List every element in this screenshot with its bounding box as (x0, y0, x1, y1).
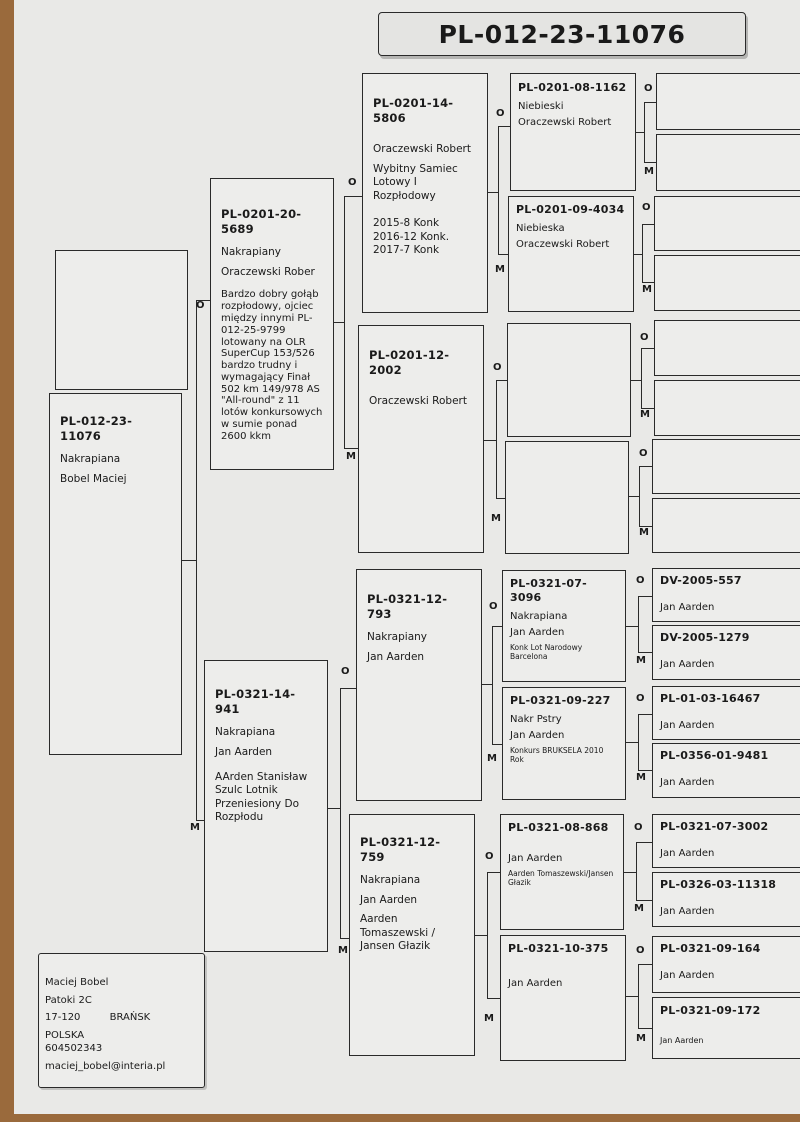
pigeon-owner: Bobel Maciej (60, 472, 127, 485)
connector (487, 872, 488, 998)
mm-breeder: Jan Aarden (360, 893, 418, 906)
g5-5-breeder: Jan Aarden (660, 848, 715, 860)
sire-marker: O (640, 332, 649, 343)
connector (641, 348, 642, 408)
mm-ring: PL-0321-12-759 (360, 835, 441, 864)
fm-ring: PL-0201-12-2002 (369, 348, 450, 377)
connector (638, 964, 652, 965)
sire-marker: O (636, 575, 645, 586)
g5-box-7 (652, 936, 800, 993)
connector (638, 596, 639, 652)
mother-color: Nakrapiana (215, 726, 276, 739)
connector (492, 626, 502, 627)
mf-breeder: Jan Aarden (367, 650, 425, 663)
owner-city-line (45, 1011, 198, 1025)
sire-marker: O (196, 300, 205, 311)
g5-empty-7 (652, 439, 800, 494)
dam-marker: M (636, 772, 646, 783)
mff-color: Nakrapiana (510, 611, 568, 623)
mm-notes: Aarden Tomaszewski / Jansen Głazik (360, 913, 436, 953)
connector (624, 872, 636, 873)
g4-box-6 (502, 687, 626, 800)
connector (196, 300, 197, 820)
g4-box-7 (500, 814, 624, 930)
dam-marker: M (634, 903, 644, 914)
ffm-color: Niebieska (516, 223, 565, 235)
mfm-notes: Konkurs BRUKSELA 2010 Rok (510, 745, 604, 765)
owner-phone: 604502343 (45, 1043, 103, 1054)
connector (642, 224, 654, 225)
g5-empty-5 (654, 320, 800, 376)
g5-7-ring: PL-0321-09-164 (660, 942, 761, 955)
owner-postal: 17-120 (45, 1012, 81, 1023)
g5-empty-4 (654, 255, 800, 311)
mff-notes: Konk Lot Narodowy Barcelona (510, 642, 583, 662)
sire-marker: O (489, 601, 498, 612)
g5-box-1 (652, 568, 800, 622)
granddam-maternal-box (349, 814, 475, 1056)
connector (196, 820, 204, 821)
ffm-ring: PL-0201-09-4034 (516, 203, 625, 216)
g4-box-8 (500, 935, 626, 1061)
g4-box-5 (502, 570, 626, 682)
connector (642, 282, 654, 283)
sire-marker: O (644, 83, 653, 94)
g5-empty-1 (656, 73, 800, 130)
mmm-ring: PL-0321-10-375 (508, 942, 609, 955)
dam-marker: M (338, 945, 348, 956)
ff-desc: Wybitny Samiec Lotowy I Rozpłodowy (373, 162, 458, 202)
sire-marker: O (634, 822, 643, 833)
g5-empty-6 (654, 380, 800, 436)
dam-marker: M (487, 753, 497, 764)
father-notes: Bardzo dobry gołąb rozpłodowy, ojciec między innymi PL-012-25-9799 lotowany na OLR SuperCup 153/526 bardzo trudny i wymagający Finał 502 km 149/978 AS "All-round" z 11 lotów konkursowych w sumie ponad 2600 kkm (221, 289, 323, 442)
g5-6-breeder: Jan Aarden (660, 906, 715, 918)
pigeon-color: Nakrapiana (60, 453, 121, 466)
connector (636, 842, 652, 843)
mfm-color: Nakr Pstry (510, 714, 562, 726)
connector (475, 935, 487, 936)
ff-result-2: 2016-12 Konk. (373, 230, 450, 243)
connector (636, 842, 637, 900)
connector (498, 126, 499, 254)
connector (638, 770, 652, 771)
fff-breeder: Oraczewski Robert (518, 116, 612, 128)
mother-box (204, 660, 328, 952)
dam-marker: M (491, 513, 501, 524)
connector (644, 162, 656, 163)
connector (487, 998, 500, 999)
sire-marker: O (348, 177, 357, 188)
g5-4-breeder: Jan Aarden (660, 777, 715, 789)
connector (496, 380, 497, 498)
ff-result-3: 2017-7 Konk (373, 244, 440, 257)
connector (344, 196, 362, 197)
mmm-breeder: Jan Aarden (508, 978, 563, 990)
g5-box-5 (652, 814, 800, 868)
g4-box-4-empty (505, 441, 629, 554)
g5-empty-3 (654, 196, 800, 251)
connector (626, 742, 638, 743)
owner-street: Patoki 2C (45, 994, 92, 1006)
connector (340, 688, 356, 689)
connector (631, 380, 641, 381)
mff-ring: PL-0321-07-3096 (510, 577, 587, 605)
dam-marker: M (642, 284, 652, 295)
connector (641, 348, 654, 349)
dam-marker: M (346, 451, 356, 462)
dam-marker: M (636, 1033, 646, 1044)
sire-marker: O (341, 666, 350, 677)
grandsire-paternal-box (362, 73, 488, 313)
g5-6-ring: PL-0326-03-11318 (660, 878, 777, 891)
connector (496, 498, 505, 499)
owner-name: Maciej Bobel (45, 977, 109, 988)
fff-color: Niebieski (518, 101, 564, 113)
fm-breeder: Oraczewski Robert (369, 395, 467, 408)
sire-marker: O (642, 202, 651, 213)
connector (482, 684, 492, 685)
mother-breeder: Jan Aarden (215, 745, 273, 758)
sire-marker: O (639, 448, 648, 459)
father-breeder: Oraczewski Rober (221, 265, 315, 278)
g5-3-ring: PL-01-03-16467 (660, 692, 761, 705)
g4-box-2 (508, 196, 634, 312)
connector (334, 322, 344, 323)
pigeon-box (49, 393, 182, 755)
connector (626, 626, 638, 627)
g5-empty-2 (656, 134, 800, 191)
ff-ring: PL-0201-14-5806 (373, 96, 454, 125)
connector (492, 744, 502, 745)
sire-marker: O (485, 851, 494, 862)
g5-7-breeder: Jan Aarden (660, 970, 715, 982)
connector (182, 560, 196, 561)
mother-ring: PL-0321-14-941 (215, 687, 296, 716)
connector (487, 872, 500, 873)
title-ring-number: PL-012-23-11076 (378, 12, 746, 56)
g5-box-3 (652, 686, 800, 740)
sire-marker: O (496, 108, 505, 119)
pigeon-ring: PL-012-23-11076 (60, 414, 133, 443)
connector (639, 466, 640, 526)
dam-marker: M (639, 527, 649, 538)
connector (629, 496, 639, 497)
ffm-breeder: Oraczewski Robert (516, 238, 610, 250)
connector (638, 964, 639, 1028)
owner-city: BRAŃSK (109, 1012, 151, 1023)
ff-breeder: Oraczewski Robert (373, 143, 471, 156)
connector (636, 132, 644, 133)
g5-box-8 (652, 997, 800, 1059)
g5-3-breeder: Jan Aarden (660, 720, 715, 732)
pedigree-sheet (14, 0, 800, 1114)
connector (638, 714, 639, 770)
connector (340, 938, 349, 939)
dam-marker: M (636, 655, 646, 666)
mmf-ring: PL-0321-08-868 (508, 821, 609, 834)
connector (340, 688, 341, 938)
mm-color: Nakrapiana (360, 874, 421, 887)
g5-4-ring: PL-0356-01-9481 (660, 749, 769, 762)
connector (634, 254, 642, 255)
connector (638, 1028, 652, 1029)
dam-marker: M (484, 1013, 494, 1024)
fff-ring: PL-0201-08-1162 (518, 81, 627, 94)
grandsire-maternal-box (356, 569, 482, 801)
mfm-ring: PL-0321-09-227 (510, 694, 611, 707)
father-ring: PL-0201-20-5689 (221, 207, 302, 236)
connector (488, 192, 498, 193)
connector (638, 714, 652, 715)
granddam-paternal-box (358, 325, 484, 553)
sire-marker: O (636, 945, 645, 956)
mother-notes: AArden Stanisław Szulc Lotnik Przeniesiony Do Rozpłodu (215, 771, 308, 823)
father-box (210, 178, 334, 470)
connector (344, 448, 358, 449)
mff-breeder: Jan Aarden (510, 626, 565, 638)
connector (484, 440, 496, 441)
connector (492, 626, 493, 744)
connector (638, 652, 652, 653)
connector (496, 380, 507, 381)
g5-1-ring: DV-2005-557 (660, 574, 742, 587)
dam-marker: M (640, 409, 650, 420)
g5-2-ring: DV-2005-1279 (660, 631, 750, 644)
connector (328, 808, 340, 809)
connector (626, 996, 638, 997)
g4-box-1 (510, 73, 636, 191)
g4-box-3-empty (507, 323, 631, 437)
g5-8-breeder: Jan Aarden (660, 1036, 704, 1046)
father-color: Nakrapiany (221, 246, 282, 259)
empty-photo-box (55, 250, 188, 390)
dam-marker: M (644, 166, 654, 177)
connector (498, 254, 508, 255)
owner-country: POLSKA (45, 1029, 85, 1041)
g5-8-ring: PL-0321-09-172 (660, 1004, 761, 1017)
dam-marker: M (190, 822, 200, 833)
mmf-breeder: Jan Aarden (508, 853, 563, 865)
g5-1-breeder: Jan Aarden (660, 602, 715, 614)
mfm-breeder: Jan Aarden (510, 729, 565, 741)
dam-marker: M (495, 264, 505, 275)
connector (639, 466, 652, 467)
g5-empty-8 (652, 498, 800, 553)
connector (642, 224, 643, 282)
connector (498, 126, 510, 127)
connector (636, 900, 652, 901)
g5-box-2 (652, 625, 800, 680)
mmf-notes: Aarden Tomaszewski/Jansen Głazik (508, 868, 614, 888)
sire-marker: O (493, 362, 502, 373)
connector (638, 596, 652, 597)
g5-box-4 (652, 743, 800, 798)
mf-ring: PL-0321-12-793 (367, 592, 448, 621)
connector (644, 102, 645, 162)
connector (644, 102, 656, 103)
g5-5-ring: PL-0321-07-3002 (660, 820, 769, 833)
owner-contact-box (38, 953, 205, 1088)
g5-box-6 (652, 872, 800, 927)
sire-marker: O (636, 693, 645, 704)
mf-color: Nakrapiany (367, 631, 428, 644)
ff-result-1: 2015-8 Konk (373, 217, 440, 230)
connector (344, 196, 345, 448)
owner-email: maciej_bobel@interia.pl (45, 1060, 166, 1072)
g5-2-breeder: Jan Aarden (660, 659, 715, 671)
